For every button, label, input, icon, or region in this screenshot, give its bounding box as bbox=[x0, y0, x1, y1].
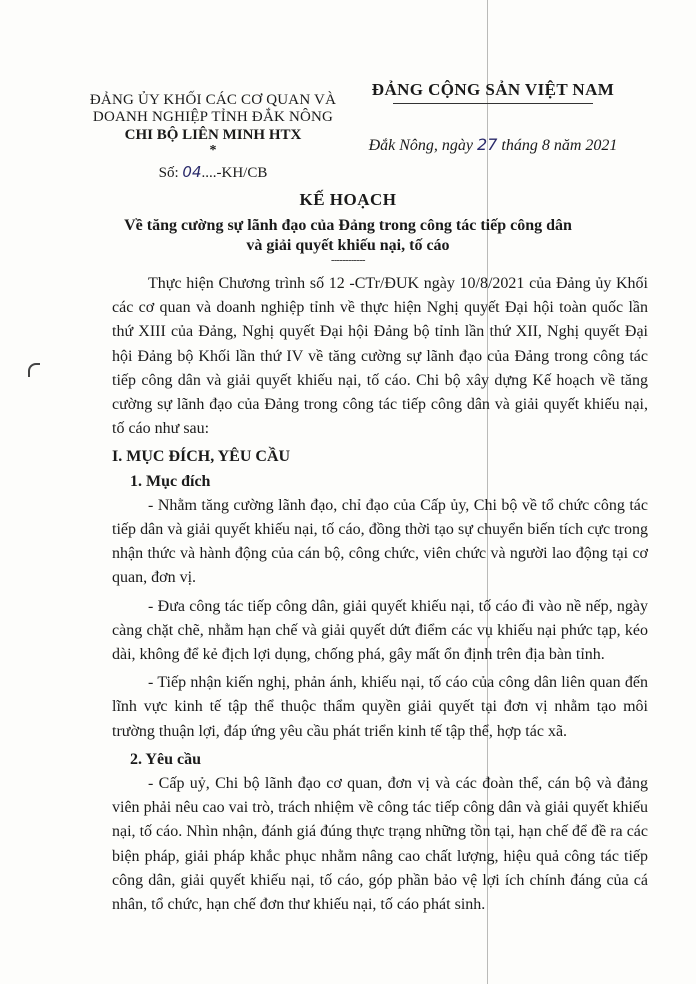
document-body bbox=[112, 272, 648, 921]
doc-number-prefix: Số: bbox=[158, 165, 183, 181]
issuing-organization bbox=[78, 92, 348, 182]
doc-type: KẾ HOẠCH bbox=[299, 190, 397, 209]
intro-paragraph: Thực hiện Chương trình số 12 -CTr/ĐUK ngày 10/8/2021 của Đảng ủy Khối các cơ quan và doanh nghiệp tỉnh về thực hiện Nghị quyết Đại hội toàn quốc lần thứ XIII của Đảng, Nghị quyết Đại hội Đảng bộ tỉnh lần thứ XII, Nghị quyết Đại hội Đảng bộ Khối lần thứ IV về tăng cường sự lãnh đạo của Đảng trong công tác tiếp công dân và giải quyết khiếu nại, tố cáo. Chi bộ xây dựng Kế hoạch về tăng cường sự lãnh đạo của Đảng trong công tác tiếp công dân và giải quyết khiếu nại, tố cáo như sau: bbox=[112, 275, 648, 438]
org-line-2: DOANH NGHIỆP TỈNH ĐẮK NÔNG bbox=[92, 109, 334, 125]
purpose-paragraph-3: - Tiếp nhận kiến nghị, phản ánh, khiếu nại, tố cáo của công dân liên quan đến lĩnh vực kinh tế tập thể thuộc thẩm quyền giải quyết tại đơn vị nhằm tạo môi trường thuận lợi, đáp ứng yêu cầu phát triển kinh tế tập thể, hợp tác xã. bbox=[112, 674, 648, 740]
party-name: ĐẢNG CỘNG SẢN VIỆT NAM bbox=[371, 80, 615, 99]
national-header bbox=[358, 80, 628, 154]
date-prefix: Đắk Nông, ngày bbox=[368, 137, 478, 154]
scan-edge-mark bbox=[28, 363, 40, 377]
subsection-1-heading: 1. Mục đích bbox=[130, 472, 211, 490]
subtitle-line-2: và giải quyết khiếu nại, tố cáo bbox=[246, 237, 450, 254]
star-mark: * bbox=[209, 143, 217, 158]
party-underline bbox=[393, 103, 593, 104]
org-line-3: CHI BỘ LIÊN MINH HTX bbox=[124, 127, 302, 143]
date-suffix: tháng 8 năm 2021 bbox=[497, 137, 618, 154]
purpose-paragraph-2: - Đưa công tác tiếp công dân, giải quyết khiếu nại, tố cáo đi vào nề nếp, ngày càng chặt chẽ, nhằm hạn chế và giải quyết dứt điểm các vụ khiếu nại phức tạp, kéo dài, không để kẻ địch lợi dụng, chống phá, gây mất ổn định trên địa bàn tỉnh. bbox=[112, 597, 648, 664]
date-day-handwritten: 27 bbox=[477, 135, 498, 154]
doc-number-suffix: ....-KH/CB bbox=[201, 165, 268, 181]
document-title bbox=[0, 190, 696, 266]
document-date bbox=[358, 135, 628, 155]
requirement-paragraph-1: - Cấp uỷ, Chi bộ lãnh đạo cơ quan, đơn vị và các đoàn thể, cán bộ và đảng viên phải nêu cao vai trò, trách nhiệm về công tác tiếp công dân và giải quyết khiếu nại, tố cáo. Nhìn nhận, đánh giá đúng thực trạng những tồn tại, hạn chế để đề ra các biện pháp, giải pháp khắc phục nhằm nâng cao chất lượng, hiệu quả công tác tiếp công dân, giải quyết khiếu nại, tố cáo, góp phần bảo vệ lợi ích chính đáng của cá nhân, tổ chức, hạn chế đơn thư khiếu nại, tố cáo phát sinh. bbox=[112, 775, 648, 914]
purpose-paragraph-1: - Nhằm tăng cường lãnh đạo, chỉ đạo của Cấp ủy, Chi bộ về tổ chức công tác tiếp dân và giải quyết khiếu nại, tố cáo, đồng thời tạo sự chuyển biến tích cực trong nhận thức và hành động của cán bộ, công chức, viên chức và người lao động tại cơ quan, đơn vị. bbox=[112, 496, 648, 587]
doc-number-handwritten: 04 bbox=[182, 163, 202, 181]
subsection-2-heading: 2. Yêu cầu bbox=[130, 750, 201, 768]
section-1-heading: I. MỤC ĐÍCH, YÊU CẦU bbox=[112, 448, 291, 466]
title-separator: ------------ bbox=[331, 255, 365, 266]
document-number bbox=[78, 164, 348, 182]
subtitle-line-1: Về tăng cường sự lãnh đạo của Đảng trong công tác tiếp công dân bbox=[124, 217, 572, 234]
org-line-1: ĐẢNG ỦY KHỐI CÁC CƠ QUAN VÀ bbox=[89, 92, 337, 108]
